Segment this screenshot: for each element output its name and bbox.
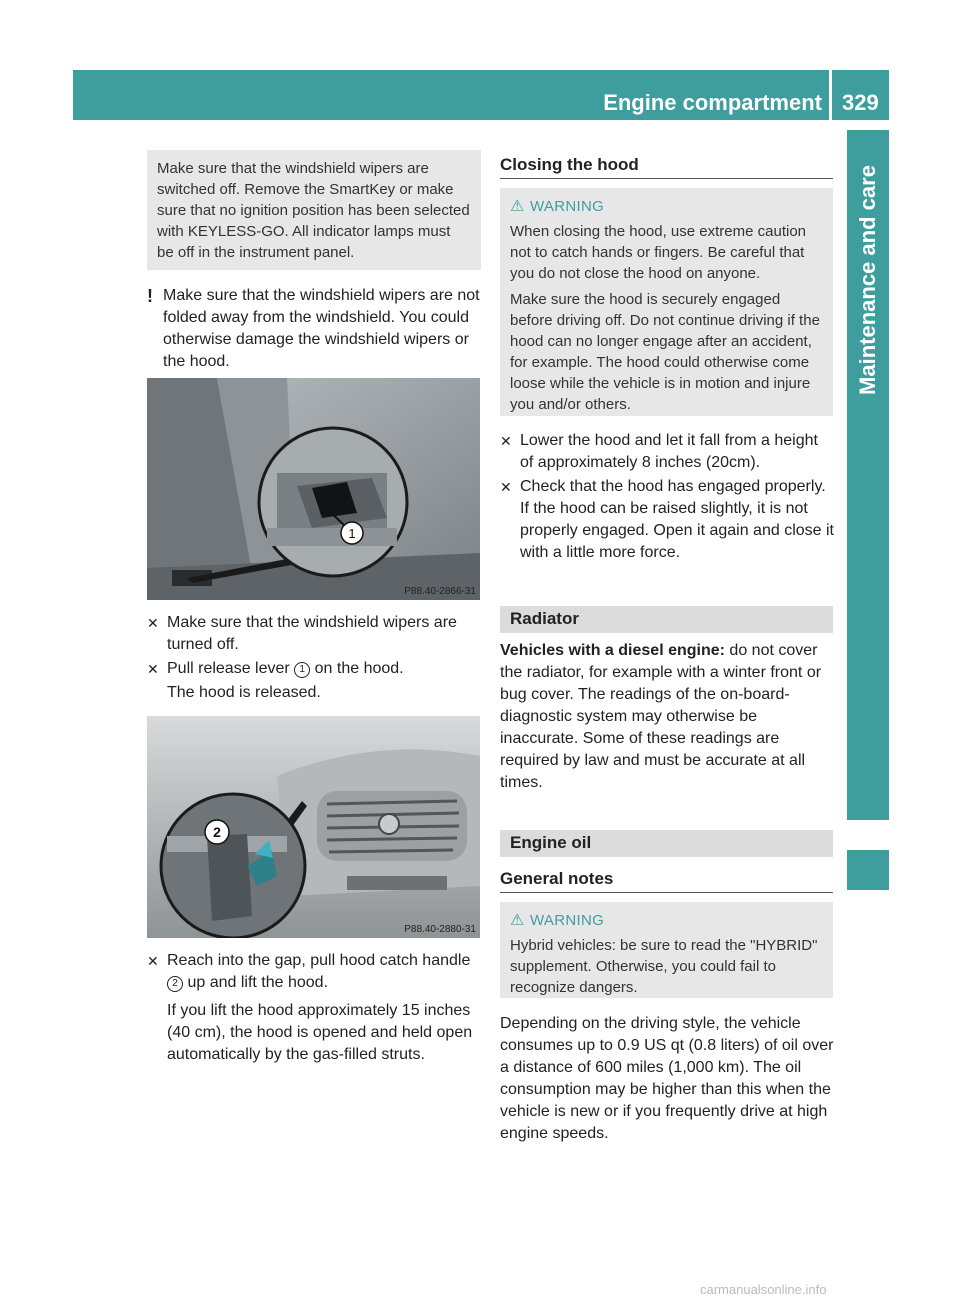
step3-pre: Reach into the gap, pull hood catch handle [167, 952, 471, 969]
heading-rule [500, 178, 833, 179]
info-box-text: Make sure that the windshield wipers are switched off. Remove the SmartKey or make sure that no ignition position has been selected with KEYLESS-GO. All indicator lamps must be off in the instrument panel. [157, 160, 470, 261]
photo-release-lever [147, 378, 480, 600]
photo-hood-catch [147, 716, 480, 938]
photo2-code: P88.40-2880-31 [404, 924, 476, 935]
warning-box-hybrid [500, 902, 833, 998]
notice-text: Make sure that the windshield wipers are not folded away from the windshield. You could otherwise damage the windshield wipers or the hood. [163, 287, 480, 370]
radiator-heading: Radiator [500, 606, 833, 633]
step-wipers-off [147, 612, 481, 656]
warning2-p1: Hybrid vehicles: be sure to read the "HYBRID" supplement. Otherwise, you could fail to recognize dangers. [510, 937, 818, 996]
radiator-bold: Vehicles with a diesel engine: [500, 642, 725, 659]
step-lower-hood [500, 430, 834, 474]
step3-result: If you lift the hood approximately 15 inches (40 cm), the hood is opened and held open automatically by the gas-filled struts. [167, 1002, 473, 1063]
footer-watermark: carmanualsonline.info [700, 1282, 827, 1297]
oil-consumption-text: Depending on the driving style, the vehicle consumes up to 0.9 US qt (0.8 liters) of oil over a distance of 600 miles (1,000 km). The oil consumption may be higher than this when the vehicle is new or if you frequently drive at high engine speeds. [500, 1015, 834, 1142]
radiator-body: do not cover the radiator, for example with a winter front or bug cover. The readings of the on-board-diagnostic system may otherwise be inaccurate. Some of these readings are required by law and must be accurate at all times. [500, 642, 822, 791]
photo1-code: P88.40-2866-31 [404, 586, 476, 597]
warning1-p1: When closing the hood, use extreme caution not to catch hands or fingers. Be careful that you do not close the hood on anyone. [510, 223, 807, 282]
arrow-icon: ✕ [500, 479, 512, 495]
warning-box-closing [500, 188, 833, 416]
step3-text [167, 950, 481, 994]
radiator-text [500, 640, 834, 794]
step-check-hood [500, 476, 834, 564]
photo2-callout: 2 [213, 824, 221, 840]
photo1-callout: 1 [348, 526, 356, 541]
step2-text [167, 658, 481, 680]
notice [147, 285, 481, 373]
side-tab-label: Maintenance and care [855, 165, 880, 395]
warning-title [510, 196, 823, 217]
warning-triangle-icon: ⚠ [510, 198, 525, 215]
heading-rule [500, 892, 833, 893]
close-step1-text: Lower the hood and let it fall from a height of approximately 8 inches (20cm). [520, 432, 818, 471]
close-step2-text: Check that the hood has engaged properly. If the hood can be raised slightly, it is not properly engaged. Open it again and close it with a little more force. [520, 478, 834, 561]
side-tab-marker [847, 850, 889, 890]
warning-title [510, 910, 823, 931]
arrow-icon: ✕ [147, 615, 159, 631]
step2-pre: Pull release lever [167, 660, 290, 677]
step2-post: on the hood. [314, 660, 404, 677]
callout-1-icon: 1 [294, 662, 310, 678]
arrow-icon: ✕ [500, 433, 512, 449]
general-notes-heading: General notes [500, 869, 614, 888]
step2-result: The hood is released. [167, 684, 321, 701]
release-lever-illustration [147, 378, 480, 600]
page-number: 329 [842, 90, 879, 115]
notice-mark-icon: ! [147, 286, 153, 306]
warning1-p2: Make sure the hood is securely engaged before driving off. Do not continue driving if the hood can no longer engage after an accident, for example. The hood could otherwise come loose while the vehicle is in motion and injure you and/or others. [510, 291, 820, 413]
step1-text: Make sure that the windshield wipers are turned off. [167, 614, 457, 653]
hood-catch-illustration [147, 716, 480, 938]
closing-hood-heading: Closing the hood [500, 155, 639, 174]
warning-title-text: WARNING [530, 912, 605, 929]
step-pull-lever [147, 658, 481, 704]
callout-2-icon: 2 [167, 976, 183, 992]
step-pull-catch [147, 950, 481, 1066]
info-box [147, 150, 481, 270]
arrow-icon: ✕ [147, 661, 159, 677]
warning-triangle-icon: ⚠ [510, 912, 525, 929]
arrow-icon: ✕ [147, 953, 159, 969]
step3-post: up and lift the hood. [187, 974, 329, 991]
page-title: Engine compartment [603, 90, 822, 115]
engine-oil-heading: Engine oil [500, 830, 833, 857]
warning-title-text: WARNING [530, 198, 605, 215]
header-divider [829, 70, 832, 120]
